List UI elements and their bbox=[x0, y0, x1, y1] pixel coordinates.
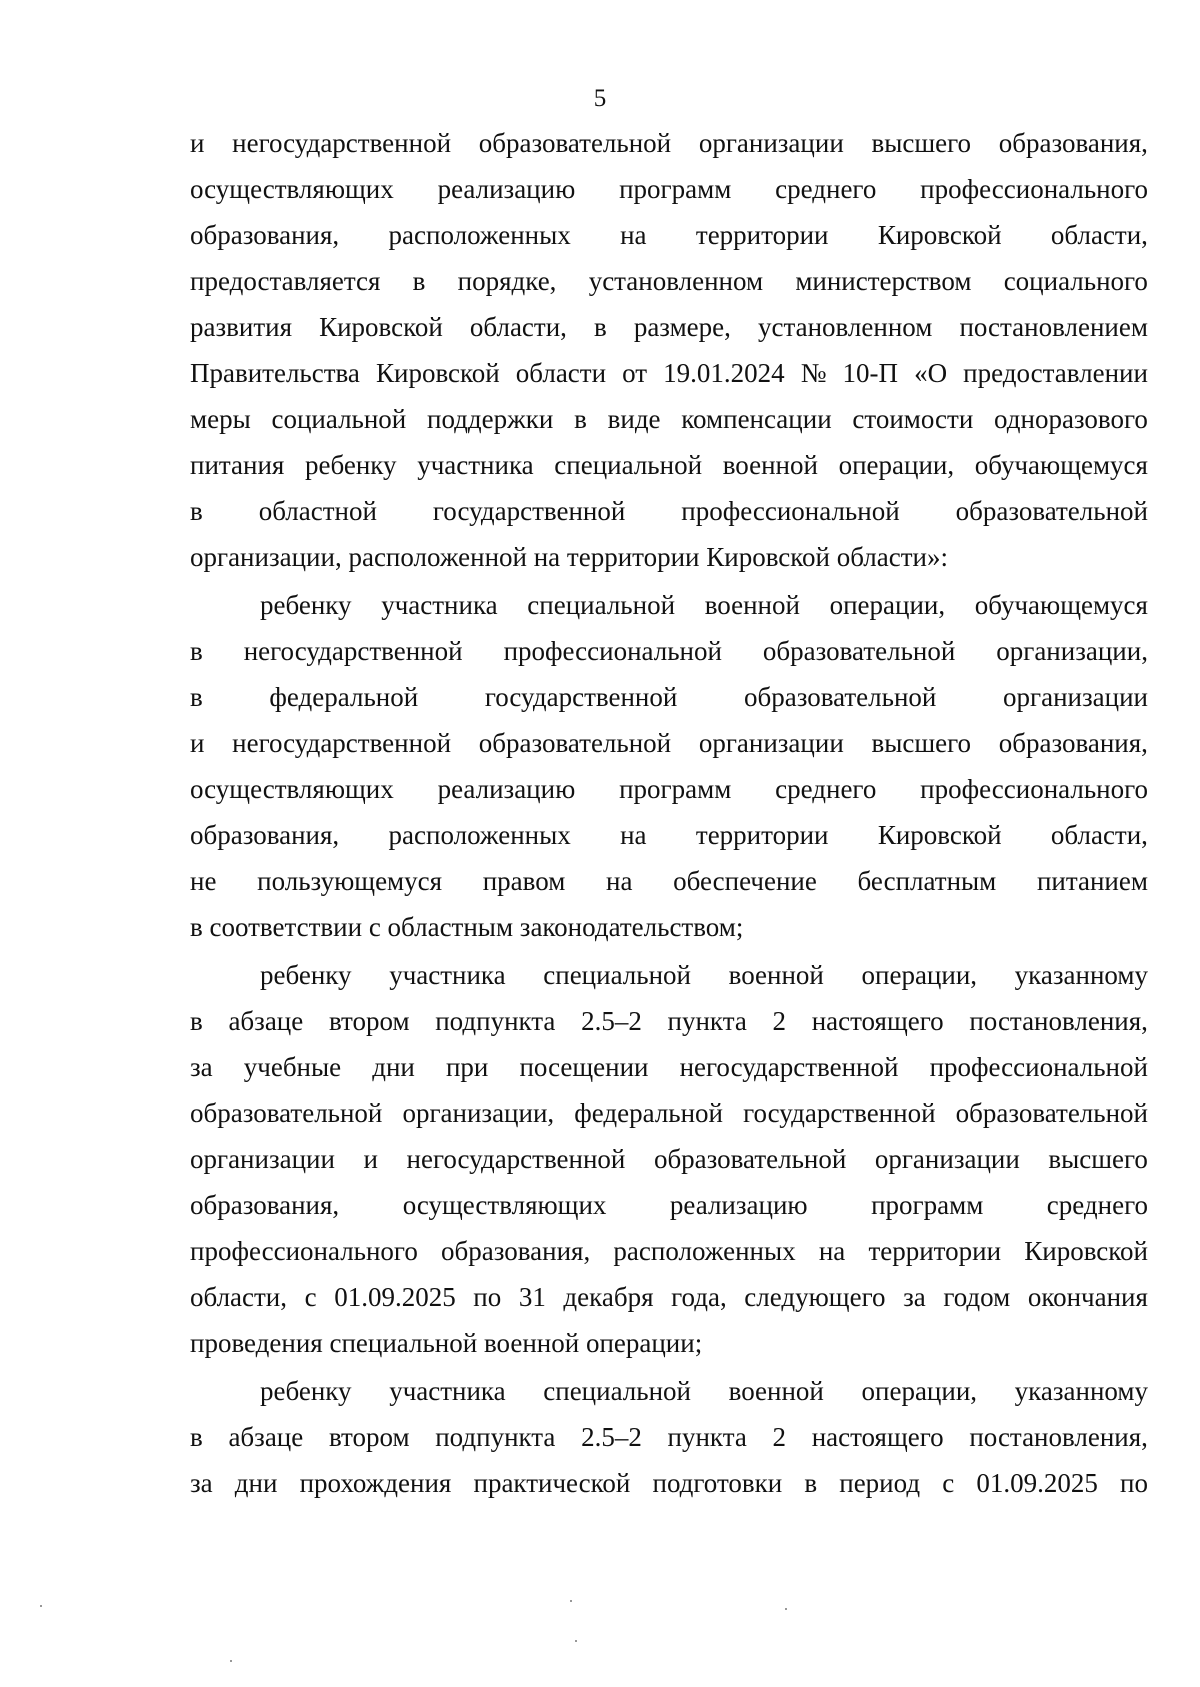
word: образовательной bbox=[653, 1144, 847, 1174]
word: за bbox=[190, 1468, 213, 1498]
word: обучающемуся bbox=[974, 450, 1148, 480]
text-line bbox=[190, 1182, 1148, 1228]
word: 2.5–2 bbox=[581, 1422, 642, 1452]
word: реализацию bbox=[669, 1190, 808, 1220]
word: пункта bbox=[667, 1006, 747, 1036]
word: государственной bbox=[484, 682, 678, 712]
word: негосударственной bbox=[232, 728, 452, 758]
word: ребенку bbox=[305, 450, 397, 480]
word: осуществляющих bbox=[402, 1190, 607, 1220]
text-line bbox=[190, 1320, 1148, 1366]
text-line bbox=[190, 998, 1148, 1044]
word: расположенных bbox=[613, 1236, 796, 1266]
word: указанному bbox=[1014, 1376, 1148, 1406]
text-line bbox=[190, 396, 1148, 442]
word: в bbox=[412, 266, 426, 296]
text-line bbox=[190, 212, 1148, 258]
word: профессиональной bbox=[503, 636, 722, 666]
word: бесплатным bbox=[857, 866, 997, 896]
word: образовательной bbox=[955, 1098, 1148, 1128]
word: с bbox=[368, 912, 381, 942]
word: социальной bbox=[271, 404, 407, 434]
word: Кировской bbox=[375, 358, 500, 388]
word: участника bbox=[389, 1376, 506, 1406]
word: военной bbox=[728, 1376, 824, 1406]
word: образовательной bbox=[190, 1098, 383, 1128]
paragraph bbox=[190, 1368, 1148, 1506]
word: подпункта bbox=[435, 1006, 556, 1036]
word: прохождения bbox=[299, 1468, 452, 1498]
word: среднего bbox=[775, 774, 877, 804]
word: организации, bbox=[402, 1098, 555, 1128]
word: специальной bbox=[543, 1376, 691, 1406]
text-line bbox=[190, 120, 1148, 166]
page-number: 5 bbox=[593, 85, 607, 112]
text-line bbox=[190, 858, 1148, 904]
word: участника bbox=[389, 960, 506, 990]
word: в bbox=[190, 636, 203, 666]
text-line bbox=[190, 582, 1148, 628]
word: среднего bbox=[775, 174, 877, 204]
word: специальной bbox=[543, 960, 691, 990]
word: правом bbox=[482, 866, 566, 896]
text-line bbox=[190, 166, 1148, 212]
word: образования, bbox=[998, 128, 1148, 158]
word: на bbox=[620, 220, 647, 250]
word: негосударственной bbox=[406, 1144, 626, 1174]
word: военной bbox=[704, 590, 800, 620]
word: социального bbox=[1003, 266, 1148, 296]
scan-speck bbox=[40, 1605, 42, 1607]
word: 2 bbox=[772, 1006, 786, 1036]
word: при bbox=[445, 1052, 489, 1082]
word: в bbox=[574, 404, 587, 434]
word: 31 bbox=[518, 1282, 546, 1312]
word: расположенных bbox=[388, 820, 571, 850]
scan-speck bbox=[230, 1660, 232, 1662]
word: за bbox=[903, 1282, 926, 1312]
text-line bbox=[190, 720, 1148, 766]
word: в bbox=[190, 1422, 203, 1452]
word: операции, bbox=[861, 1376, 978, 1406]
word: соответствии bbox=[209, 912, 363, 942]
text-line bbox=[190, 258, 1148, 304]
word: абзаце bbox=[228, 1006, 304, 1036]
word: с bbox=[942, 1468, 955, 1498]
word: специальной bbox=[329, 1328, 478, 1358]
word: 19.01.2024 bbox=[663, 358, 785, 388]
word: 01.09.2025 bbox=[976, 1468, 1098, 1498]
word: организации bbox=[698, 128, 844, 158]
word: области, bbox=[190, 1282, 288, 1312]
word: постановления, bbox=[969, 1422, 1148, 1452]
word: дни bbox=[372, 1052, 415, 1082]
word: «О bbox=[914, 358, 948, 388]
word: на bbox=[620, 820, 647, 850]
word: расположенной bbox=[348, 542, 527, 572]
word: пользующемуся bbox=[257, 866, 443, 896]
word: установленном bbox=[588, 266, 764, 296]
word: негосударственной bbox=[232, 128, 452, 158]
word: проведения bbox=[190, 1328, 323, 1358]
word: обучающемуся bbox=[974, 590, 1148, 620]
word: министерством bbox=[795, 266, 972, 296]
word: в bbox=[190, 912, 203, 942]
word: по bbox=[473, 1282, 502, 1312]
word: посещении bbox=[519, 1052, 649, 1082]
word: порядке, bbox=[457, 266, 557, 296]
word: образования, bbox=[190, 820, 340, 850]
word: профессионального bbox=[920, 774, 1148, 804]
word: программ bbox=[871, 1190, 984, 1220]
word: пункта bbox=[667, 1422, 747, 1452]
word: Кировской bbox=[877, 220, 1002, 250]
word: Кировской bbox=[706, 542, 830, 572]
word: организации bbox=[1003, 682, 1148, 712]
word: образования, bbox=[441, 1236, 591, 1266]
word: ребенку bbox=[260, 590, 352, 620]
word: 2 bbox=[772, 1422, 786, 1452]
text-line bbox=[190, 674, 1148, 720]
word: практической bbox=[473, 1468, 631, 1498]
word: специальной bbox=[554, 450, 703, 480]
word: постановлением bbox=[959, 312, 1148, 342]
word: Кировской bbox=[877, 820, 1002, 850]
word: профессионального bbox=[920, 174, 1148, 204]
word: среднего bbox=[1046, 1190, 1148, 1220]
word: расположенных bbox=[388, 220, 571, 250]
text-line bbox=[190, 1090, 1148, 1136]
word: реализацию bbox=[437, 174, 576, 204]
word: период bbox=[839, 1468, 921, 1498]
word: высшего bbox=[1048, 1144, 1148, 1174]
word: учебные bbox=[243, 1052, 342, 1082]
word: подготовки bbox=[652, 1468, 783, 1498]
word: с bbox=[304, 1282, 317, 1312]
text-line bbox=[190, 534, 1148, 580]
word: образовательной bbox=[743, 682, 937, 712]
word: в bbox=[804, 1468, 818, 1498]
text-line bbox=[190, 350, 1148, 396]
word: Кировской bbox=[1024, 1236, 1148, 1266]
text-line bbox=[190, 812, 1148, 858]
word: федеральной bbox=[574, 1098, 724, 1128]
word: поддержки bbox=[427, 404, 554, 434]
word: областной bbox=[258, 496, 377, 526]
word: одноразового bbox=[994, 404, 1148, 434]
word: декабря bbox=[563, 1282, 654, 1312]
word: образования, bbox=[998, 728, 1148, 758]
word: организации bbox=[874, 1144, 1020, 1174]
paragraph bbox=[190, 120, 1148, 580]
word: абзаце bbox=[228, 1422, 304, 1452]
word: и bbox=[190, 128, 205, 158]
word: высшего bbox=[871, 128, 972, 158]
word: операции, bbox=[838, 450, 955, 480]
word: ребенку bbox=[260, 960, 352, 990]
word: государственной bbox=[432, 496, 626, 526]
word: негосударственной bbox=[243, 636, 463, 666]
text-line bbox=[190, 1274, 1148, 1320]
word: ребенку bbox=[260, 1376, 352, 1406]
word: области bbox=[515, 358, 607, 388]
word: обеспечение bbox=[673, 866, 817, 896]
text-line bbox=[190, 952, 1148, 998]
word: установленном bbox=[757, 312, 933, 342]
word: организации bbox=[698, 728, 844, 758]
word: постановления, bbox=[969, 1006, 1148, 1036]
text-line bbox=[190, 628, 1148, 674]
word: профессиональной bbox=[681, 496, 900, 526]
text-line bbox=[190, 1136, 1148, 1182]
word: размере, bbox=[633, 312, 731, 342]
word: следующего bbox=[744, 1282, 886, 1312]
word: и bbox=[363, 1144, 378, 1174]
word: операции, bbox=[861, 960, 978, 990]
word: от bbox=[622, 358, 648, 388]
text-line bbox=[190, 1414, 1148, 1460]
text-line bbox=[190, 1368, 1148, 1414]
word: дни bbox=[234, 1468, 278, 1498]
word: участника bbox=[417, 450, 534, 480]
word: в bbox=[190, 682, 203, 712]
word: питанием bbox=[1036, 866, 1148, 896]
word: организации bbox=[190, 1144, 335, 1174]
word: организации, bbox=[996, 636, 1148, 666]
word: образования, bbox=[190, 1190, 340, 1220]
word: меры bbox=[190, 404, 251, 434]
word: образовательной bbox=[478, 728, 672, 758]
word: образовательной bbox=[762, 636, 956, 666]
word: области, bbox=[1050, 820, 1148, 850]
word: на bbox=[606, 866, 633, 896]
text-line bbox=[190, 766, 1148, 812]
word: за bbox=[190, 1052, 213, 1082]
word: территории bbox=[868, 1236, 1002, 1266]
word: военной bbox=[483, 1328, 580, 1358]
word: питания bbox=[190, 450, 285, 480]
text-line bbox=[190, 1228, 1148, 1274]
word: образовательной bbox=[478, 128, 672, 158]
text-line bbox=[190, 904, 1148, 950]
word: профессиональной bbox=[929, 1052, 1148, 1082]
paragraph bbox=[190, 952, 1148, 1366]
word: на bbox=[533, 542, 561, 572]
word: высшего bbox=[871, 728, 972, 758]
text-line bbox=[190, 488, 1148, 534]
word: настоящего bbox=[811, 1422, 944, 1452]
word: в bbox=[594, 312, 607, 342]
word: осуществляющих bbox=[190, 174, 394, 204]
word: законодательством; bbox=[519, 912, 744, 942]
word: программ bbox=[619, 174, 732, 204]
word: компенсации bbox=[681, 404, 832, 434]
word: государственной bbox=[743, 1098, 936, 1128]
word: области, bbox=[1050, 220, 1148, 250]
word: территории bbox=[695, 820, 829, 850]
word: военной bbox=[728, 960, 824, 990]
word: федеральной bbox=[269, 682, 419, 712]
word: 2.5–2 bbox=[581, 1006, 642, 1036]
document-body bbox=[190, 120, 1148, 1506]
word: втором bbox=[328, 1006, 410, 1036]
word: втором bbox=[328, 1422, 410, 1452]
word: области»: bbox=[836, 542, 948, 572]
word: по bbox=[1120, 1468, 1148, 1498]
word: годом bbox=[943, 1282, 1011, 1312]
word: 10-П bbox=[842, 358, 899, 388]
word: осуществляющих bbox=[190, 774, 394, 804]
word: программ bbox=[619, 774, 732, 804]
paragraph bbox=[190, 582, 1148, 950]
word: предоставляется bbox=[190, 266, 381, 296]
word: территории bbox=[566, 542, 700, 572]
word: образовательной bbox=[955, 496, 1148, 526]
word: Кировской bbox=[319, 312, 443, 342]
scan-speck bbox=[785, 1608, 787, 1610]
word: предоставлении bbox=[963, 358, 1148, 388]
text-line bbox=[190, 442, 1148, 488]
word: стоимости bbox=[852, 404, 974, 434]
text-line bbox=[190, 304, 1148, 350]
word: области, bbox=[469, 312, 567, 342]
word: реализацию bbox=[437, 774, 576, 804]
word: на bbox=[818, 1236, 846, 1266]
word: в bbox=[190, 1006, 203, 1036]
word: указанному bbox=[1014, 960, 1148, 990]
word: 01.09.2025 bbox=[334, 1282, 456, 1312]
word: профессионального bbox=[190, 1236, 418, 1266]
word: участника bbox=[381, 590, 498, 620]
word: года, bbox=[671, 1282, 727, 1312]
word: Правительства bbox=[190, 358, 360, 388]
word: образования, bbox=[190, 220, 340, 250]
word: областным bbox=[387, 912, 514, 942]
word: организации, bbox=[190, 542, 342, 572]
word: в bbox=[190, 496, 203, 526]
word: № bbox=[800, 358, 827, 388]
word: территории bbox=[695, 220, 829, 250]
text-line bbox=[190, 1460, 1148, 1506]
word: операции, bbox=[829, 590, 946, 620]
word: окончания bbox=[1027, 1282, 1148, 1312]
word: развития bbox=[190, 312, 293, 342]
word: подпункта bbox=[435, 1422, 556, 1452]
word: и bbox=[190, 728, 205, 758]
word: специальной bbox=[527, 590, 676, 620]
word: виде bbox=[607, 404, 661, 434]
scan-speck bbox=[575, 1640, 577, 1642]
word: операции; bbox=[585, 1328, 703, 1358]
text-line bbox=[190, 1044, 1148, 1090]
word: военной bbox=[722, 450, 818, 480]
word: негосударственной bbox=[679, 1052, 899, 1082]
scan-speck bbox=[570, 1600, 572, 1602]
word: настоящего bbox=[811, 1006, 944, 1036]
word: не bbox=[190, 866, 217, 896]
